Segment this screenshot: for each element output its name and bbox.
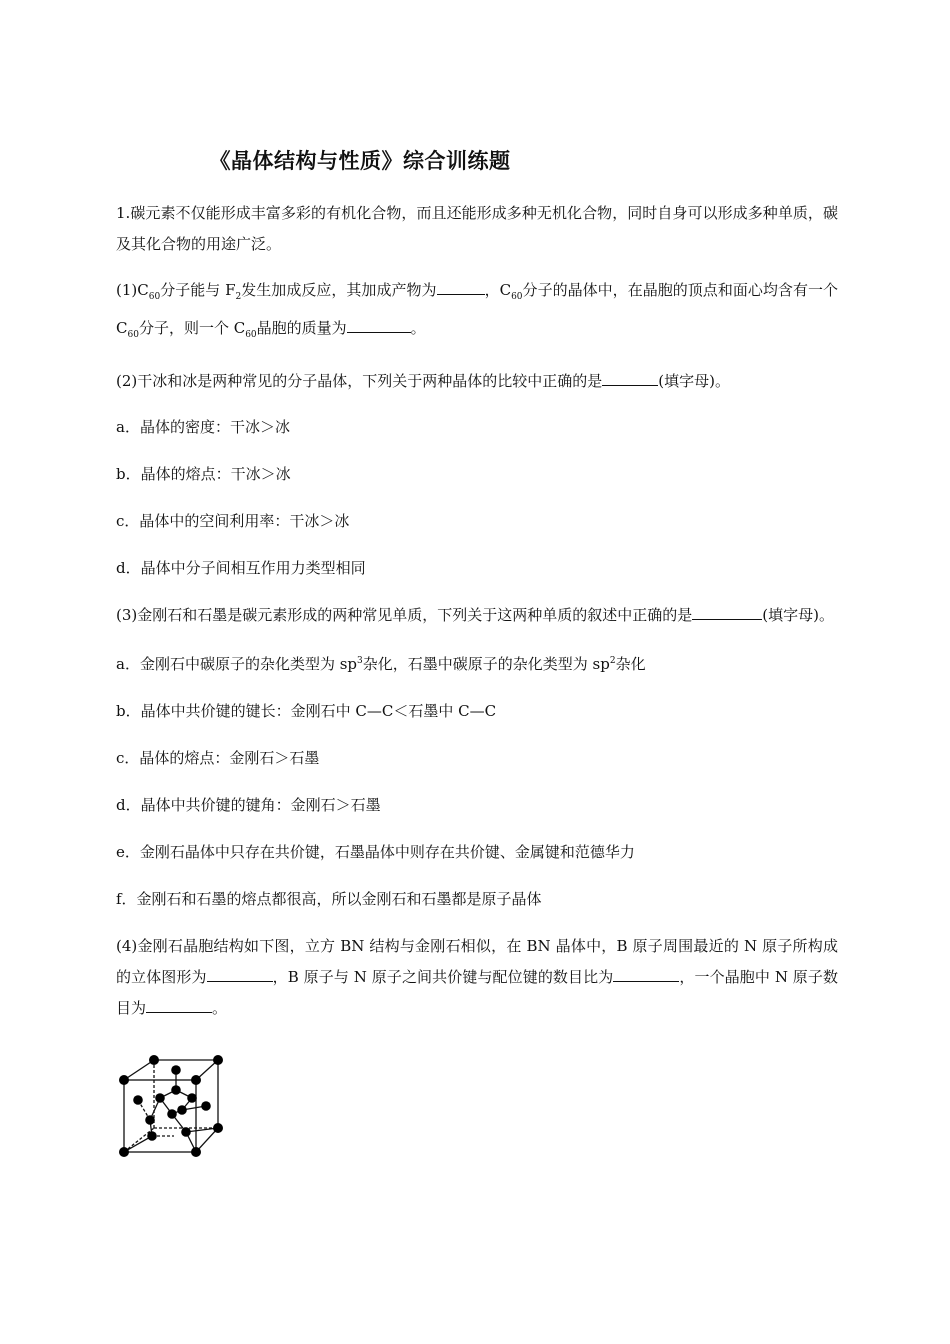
part-4-text: 。	[212, 999, 228, 1017]
answer-blank[interactable]	[613, 967, 679, 982]
part-1-text: 分子，则一个 C	[138, 319, 246, 337]
option-a-text: a．金刚石中碳原子的杂化类型为 sp	[116, 655, 358, 673]
option-a-text: 杂化	[615, 655, 646, 673]
part-4-text: (4)金刚石晶胞结构如下图，立方 BN 结构与金刚石相似，在 BN 晶体中，B 原子周围最近的 N 原子所构成的立体图形为	[116, 937, 838, 986]
part-2-tail: (填字母)。	[658, 372, 730, 390]
subscript-2: 2	[235, 292, 242, 302]
option-a: a．晶体的密度：干冰＞冰	[116, 418, 290, 436]
option-c: c．晶体的熔点：金刚石＞石墨	[116, 749, 320, 767]
part-2	[116, 366, 838, 397]
answer-blank[interactable]	[602, 371, 658, 386]
answer-blank[interactable]	[207, 967, 273, 982]
option-f: f．金刚石和石墨的熔点都很高，所以金刚石和石墨都是原子晶体	[116, 890, 542, 908]
part-1-text: 晶胞的质量为	[256, 319, 347, 337]
subscript-60: 60	[127, 330, 139, 340]
subscript-60: 60	[511, 292, 523, 302]
part-1-text: ，C	[484, 281, 512, 299]
subscript-60: 60	[245, 330, 257, 340]
option-c: c．晶体中的空间利用率：干冰＞冰	[116, 512, 350, 530]
part-4-text: ，一个晶胞中 N 原子数目为	[116, 968, 838, 1017]
part-4-text: ，B 原子与 N 原子之间共价键与配位键的数目比为	[272, 968, 614, 986]
option-e: e．金刚石晶体中只存在共价键，石墨晶体中则存在共价键、金属键和范德华力	[116, 843, 635, 861]
option-a	[116, 646, 838, 680]
part-1-text: 。	[410, 319, 426, 337]
part-1-text: 分子的晶体中，在晶胞的顶点和面心均含有一个 C	[116, 281, 838, 337]
part-1-text: (1)C	[116, 281, 149, 299]
answer-blank[interactable]	[692, 605, 762, 620]
option-b: b．晶体的熔点：干冰＞冰	[116, 465, 291, 483]
part-3-text: (3)金刚石和石墨是碳元素形成的两种常见单质，下列关于这两种单质的叙述中正确的是	[116, 606, 693, 624]
part-4	[116, 931, 838, 1024]
superscript-3: 3	[357, 656, 363, 666]
question-intro: 1.碳元素不仅能形成丰富多彩的有机化合物，而且还能形成多种无机化合物，同时自身可以形成多种单质，碳及其化合物的用途广泛。	[116, 204, 838, 253]
part-3-tail: (填字母)。	[762, 606, 834, 624]
option-a-text: 杂化，石墨中碳原子的杂化类型为 sp	[362, 655, 610, 673]
page-title: 《晶体结构与性质》综合训练题	[209, 149, 511, 173]
part-1-text: 发生加成反应，其加成产物为	[241, 281, 437, 299]
answer-blank[interactable]	[437, 280, 485, 295]
option-d: d．晶体中分子间相互作用力类型相同	[116, 559, 366, 577]
diamond-unit-cell-icon	[114, 1052, 234, 1164]
part-1-text: 分子能与 F	[160, 281, 236, 299]
part-3	[116, 600, 838, 631]
option-d: d．晶体中共价键的键角：金刚石＞石墨	[116, 796, 381, 814]
part-2-text: (2)干冰和冰是两种常见的分子晶体，下列关于两种晶体的比较中正确的是	[116, 372, 603, 390]
option-b: b．晶体中共价键的键长：金刚石中 C—C＜石墨中 C—C	[116, 702, 497, 720]
question-1	[116, 198, 838, 1039]
subscript-60: 60	[148, 292, 161, 302]
superscript-2: 2	[609, 656, 616, 666]
part-1	[116, 275, 838, 351]
answer-blank[interactable]	[146, 998, 212, 1013]
answer-blank[interactable]	[347, 318, 411, 333]
